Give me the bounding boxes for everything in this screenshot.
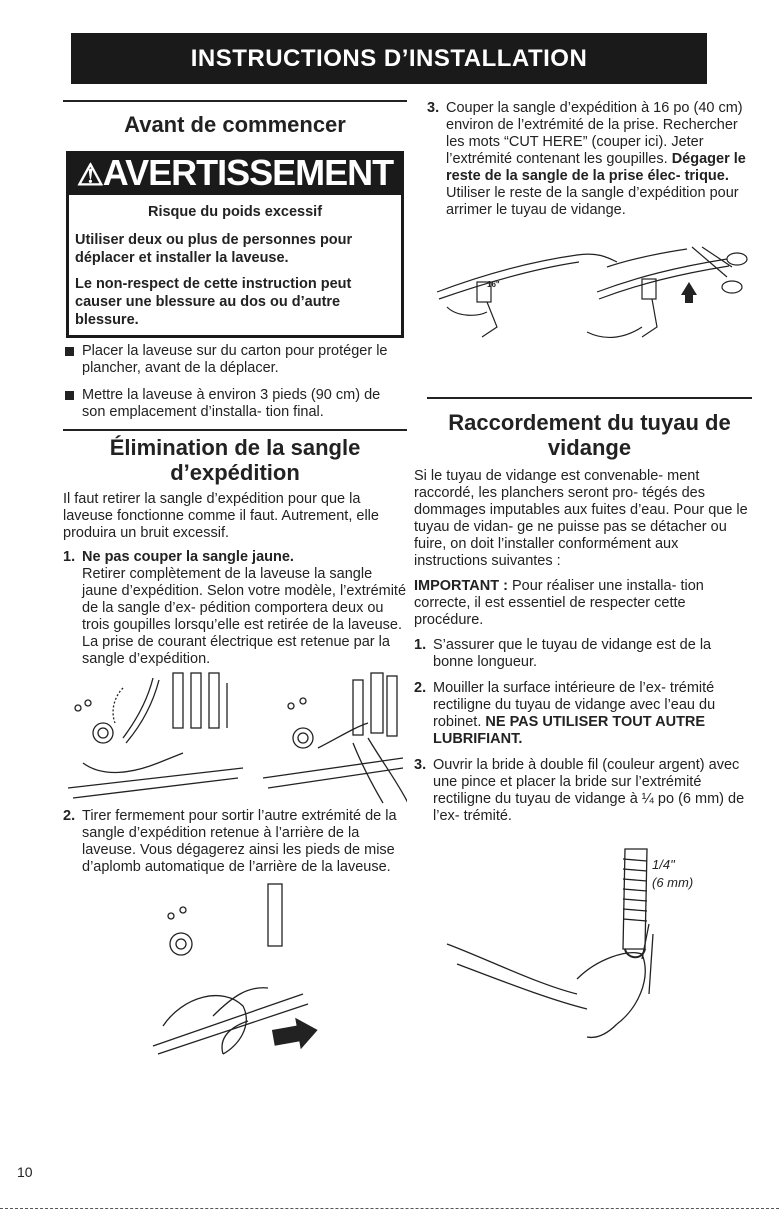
section-rule [63, 429, 407, 431]
step-1: 1. Ne pas couper la sangle jaune. Retirer complètement de la laveuse la sangle jaune d’expédition. Selon votre modèle, l’extrémité de la sangle d’ex- pédition comportera deux ou trois goupilles lorsqu’elle est retirée de la laveuse. La prise de courant électrique est retenue par la sangle d’expédition. [63, 549, 407, 667]
strap-length-label: 16" [487, 280, 500, 289]
strap-removal-illustration [63, 668, 407, 806]
intro-elimination: Il faut retirer la sangle d’expédition pour que la laveuse fonctionne comme il faut. Autrement, elle produira un bruit excessif. [63, 491, 379, 541]
bullet-item: Mettre la laveuse à environ 3 pieds (90 cm) de son emplacement d’installa- tion final. [63, 387, 407, 421]
section-rule [427, 397, 752, 399]
page-bottom-line [0, 1208, 779, 1209]
step-1-bold: Ne pas couper la sangle jaune. [82, 549, 294, 565]
warning-triangle-icon: ⚠ [76, 159, 103, 192]
heading-elimination: Élimination de la sangle d’expédition [109, 435, 361, 485]
hose-step-3: 3. Ouvrir la bride à double fil (couleur argent) avec une pince et placer la bride sur l’extrémité rectiligne du tuyau de vidange à ¼ po (6 mm) de l’ex- trémité. [414, 757, 745, 824]
hose-measure-metric: (6 mm) [652, 875, 694, 890]
heading-raccordement: Raccordement du tuyau de vidange [448, 410, 731, 460]
right-column [414, 100, 752, 1054]
cut-strap-illustration [427, 237, 752, 367]
warning-line2: Le non-respect de cette instruction peut causer une blessure au dos ou d’autre blessure. [75, 276, 352, 328]
bullet-square-icon [65, 347, 74, 356]
heading-avant: Avant de commencer [124, 112, 346, 137]
step-3: 3. Couper la sangle d’expédition à 16 po (40 cm) environ de l’extrémité de la prise. Rechercher les mots “CUT HERE” (couper ici). Jeter l’extrémité contenant les goupilles. Dégager le reste de la sangle de la prise élec- trique. Utiliser le reste de la sangle d’expédition pour arrimer le tuyau de vidange. [427, 100, 752, 219]
warning-line1: Utiliser deux ou plus de personnes pour déplacer et installer la laveuse. [75, 232, 353, 266]
warning-title: Risque du poids excessif [147, 204, 323, 220]
step-3-text: Couper la sangle d’expédition à 16 po (40 cm) environ de l’extrémité de la prise. Rechercher les mots “CUT HERE” (couper ici). Jeter l’extrémité contenant les goupilles. Dégager le reste de la sangle de la prise élec- trique. Utiliser le reste de la sangle d’expédition pour arrimer le tuyau de vidange. [446, 100, 746, 218]
step-2-text: Tirer fermement pour sortir l’autre extrémité de la sangle d’expédition retenue à l’arrière de la laveuse. Vous dégagerez ainsi les pieds de mise d’aplomb automatique de l’arrière de la laveuse. [82, 808, 397, 875]
section-rule [63, 100, 407, 102]
hose-step-2: 2. Mouiller la surface intérieure de l’ex- trémité rectiligne du tuyau de vidange avec l’eau du robinet. NE PAS UTILISER TOUT AUTRE LUBRIFIANT. [414, 680, 716, 747]
bullet-square-icon [65, 391, 74, 400]
hose-clamp-illustration [427, 829, 752, 1054]
step-1-text: Retirer complètement de la laveuse la sangle jaune d’expédition. Selon votre modèle, l’extrémité de la sangle d’ex- pédition comportera deux ou trois goupilles lorsqu’elle est retirée de la laveuse. La prise de courant électrique est retenue par la sangle d’expédition. [82, 566, 407, 667]
important-note: IMPORTANT : Pour réaliser une installa- tion correcte, il est essentiel de respecter cette procédure. [414, 578, 704, 628]
step-2: 2. Tirer fermement pour sortir l’autre extrémité de la sangle d’expédition retenue à l’arrière de la laveuse. Vous dégagerez ainsi les pieds de mise d’aplomb automatique de l’arrière de la laveuse. [63, 808, 407, 876]
hose-step-1: 1. S’assurer que le tuyau de vidange est de la bonne longueur. [414, 637, 712, 670]
hose-measure-label: 1/4" [652, 857, 675, 872]
bullet-item: Placer la laveuse sur du carton pour protéger le plancher, avant de la déplacer. [63, 343, 407, 377]
page-banner: INSTRUCTIONS D’INSTALLATION [71, 33, 707, 84]
warning-label: ⚠AVERTISSEMENT [66, 151, 404, 195]
pull-strap-illustration [63, 876, 407, 1056]
cut-arrow-icon [681, 282, 697, 303]
page-number: 10 [17, 1164, 33, 1180]
left-column [63, 100, 407, 1056]
warning-box [66, 195, 404, 338]
intro-raccordement: Si le tuyau de vidange est convenable- ment raccordé, les planchers seront pro- tégés des dommages imputables aux fuites d’eau. Pour que le tuyau de vidan- ge ne puisse pas se détacher ou fuire, on doit l’installer conformément aux instructions suivantes : [414, 468, 748, 569]
